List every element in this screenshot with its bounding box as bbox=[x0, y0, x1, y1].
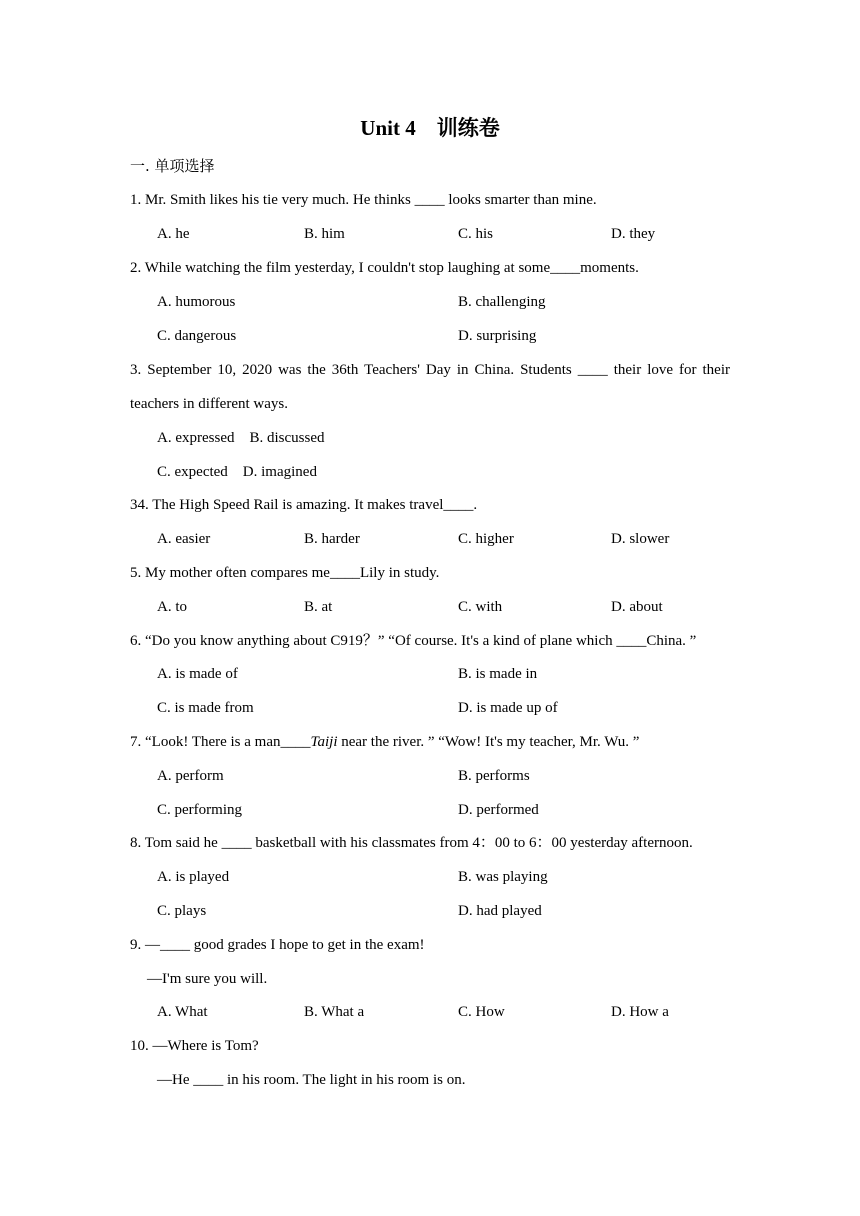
question-3-stem-line-1: 3. September 10, 2020 was the 36th Teachers' Day in China. Students ____ their love for their bbox=[130, 362, 730, 378]
question-6-stem: 6. “Do you know anything about C919？” “Of course. It's a kind of plane which ____China. ” bbox=[130, 633, 697, 649]
question-9-reply: —I'm sure you will. bbox=[147, 971, 268, 987]
question-9-option-c: C. How bbox=[458, 1004, 505, 1020]
question-8-stem: 8. Tom said he ____ basketball with his classmates from 4：00 to 6：00 yesterday afternoon. bbox=[130, 835, 693, 851]
question-2-option-b: B. challenging bbox=[458, 294, 546, 310]
question-9-option-a: A. What bbox=[157, 1004, 208, 1020]
question-1-option-d: D. they bbox=[611, 226, 656, 242]
question-4-option-b: B. harder bbox=[304, 531, 360, 547]
question-5-option-a: A. to bbox=[157, 599, 187, 615]
question-8-option-b: B. was playing bbox=[458, 869, 548, 885]
question-2-option-a: A. humorous bbox=[157, 294, 236, 310]
question-1-stem: 1. Mr. Smith likes his tie very much. He thinks ____ looks smarter than mine. bbox=[130, 192, 597, 208]
question-7-stem bbox=[130, 732, 639, 752]
section-heading: 一. 单项选择 bbox=[130, 157, 215, 175]
question-8-option-c: C. plays bbox=[157, 903, 207, 919]
question-8-option-a: A. is played bbox=[157, 869, 230, 885]
question-6-option-c: C. is made from bbox=[157, 700, 254, 716]
question-6-option-a: A. is made of bbox=[157, 666, 238, 682]
question-5-option-b: B. at bbox=[304, 599, 333, 615]
question-7-option-b: B. performs bbox=[458, 768, 530, 784]
question-5-option-c: C. with bbox=[458, 599, 503, 615]
question-7-stem-before: 7. “Look! There is a man____ bbox=[130, 734, 311, 750]
question-7-stem-after: near the river. ” “Wow! It's my teacher, Mr. Wu. ” bbox=[337, 734, 640, 750]
question-8-option-d: D. had played bbox=[458, 903, 542, 919]
question-5-stem: 5. My mother often compares me____Lily in study. bbox=[130, 565, 440, 581]
question-2-option-c: C. dangerous bbox=[157, 328, 237, 344]
question-2-stem: 2. While watching the film yesterday, I couldn't stop laughing at some____moments. bbox=[130, 260, 639, 276]
question-9-stem: 9. —____ good grades I hope to get in the exam! bbox=[130, 937, 425, 953]
question-10-stem: 10. —Where is Tom? bbox=[130, 1038, 259, 1054]
question-9-option-b: B. What a bbox=[304, 1004, 365, 1020]
question-3-options-cd: C. expected D. imagined bbox=[157, 464, 317, 480]
question-1-option-b: B. him bbox=[304, 226, 345, 242]
question-7-stem-italic: Taiji bbox=[310, 734, 338, 750]
question-2-option-d: D. surprising bbox=[458, 328, 537, 344]
question-4-stem: 34. The High Speed Rail is amazing. It makes travel____. bbox=[130, 497, 478, 513]
question-6-option-b: B. is made in bbox=[458, 666, 538, 682]
question-3-stem-line-2: teachers in different ways. bbox=[130, 396, 288, 412]
question-3-options-ab: A. expressed B. discussed bbox=[157, 430, 325, 446]
question-7-option-c: C. performing bbox=[157, 802, 242, 818]
question-4-option-c: C. higher bbox=[458, 531, 514, 547]
question-7-option-a: A. perform bbox=[157, 768, 224, 784]
question-1-option-a: A. he bbox=[157, 226, 190, 242]
question-4-option-a: A. easier bbox=[157, 531, 211, 547]
question-7-option-d: D. performed bbox=[458, 802, 539, 818]
question-1-option-c: C. his bbox=[458, 226, 494, 242]
page-title: Unit 4 训练卷 bbox=[360, 116, 500, 140]
question-4-option-d: D. slower bbox=[611, 531, 670, 547]
question-10-reply: —He ____ in his room. The light in his room is on. bbox=[157, 1072, 466, 1088]
question-6-option-d: D. is made up of bbox=[458, 700, 558, 716]
question-9-option-d: D. How a bbox=[611, 1004, 669, 1020]
question-5-option-d: D. about bbox=[611, 599, 663, 615]
